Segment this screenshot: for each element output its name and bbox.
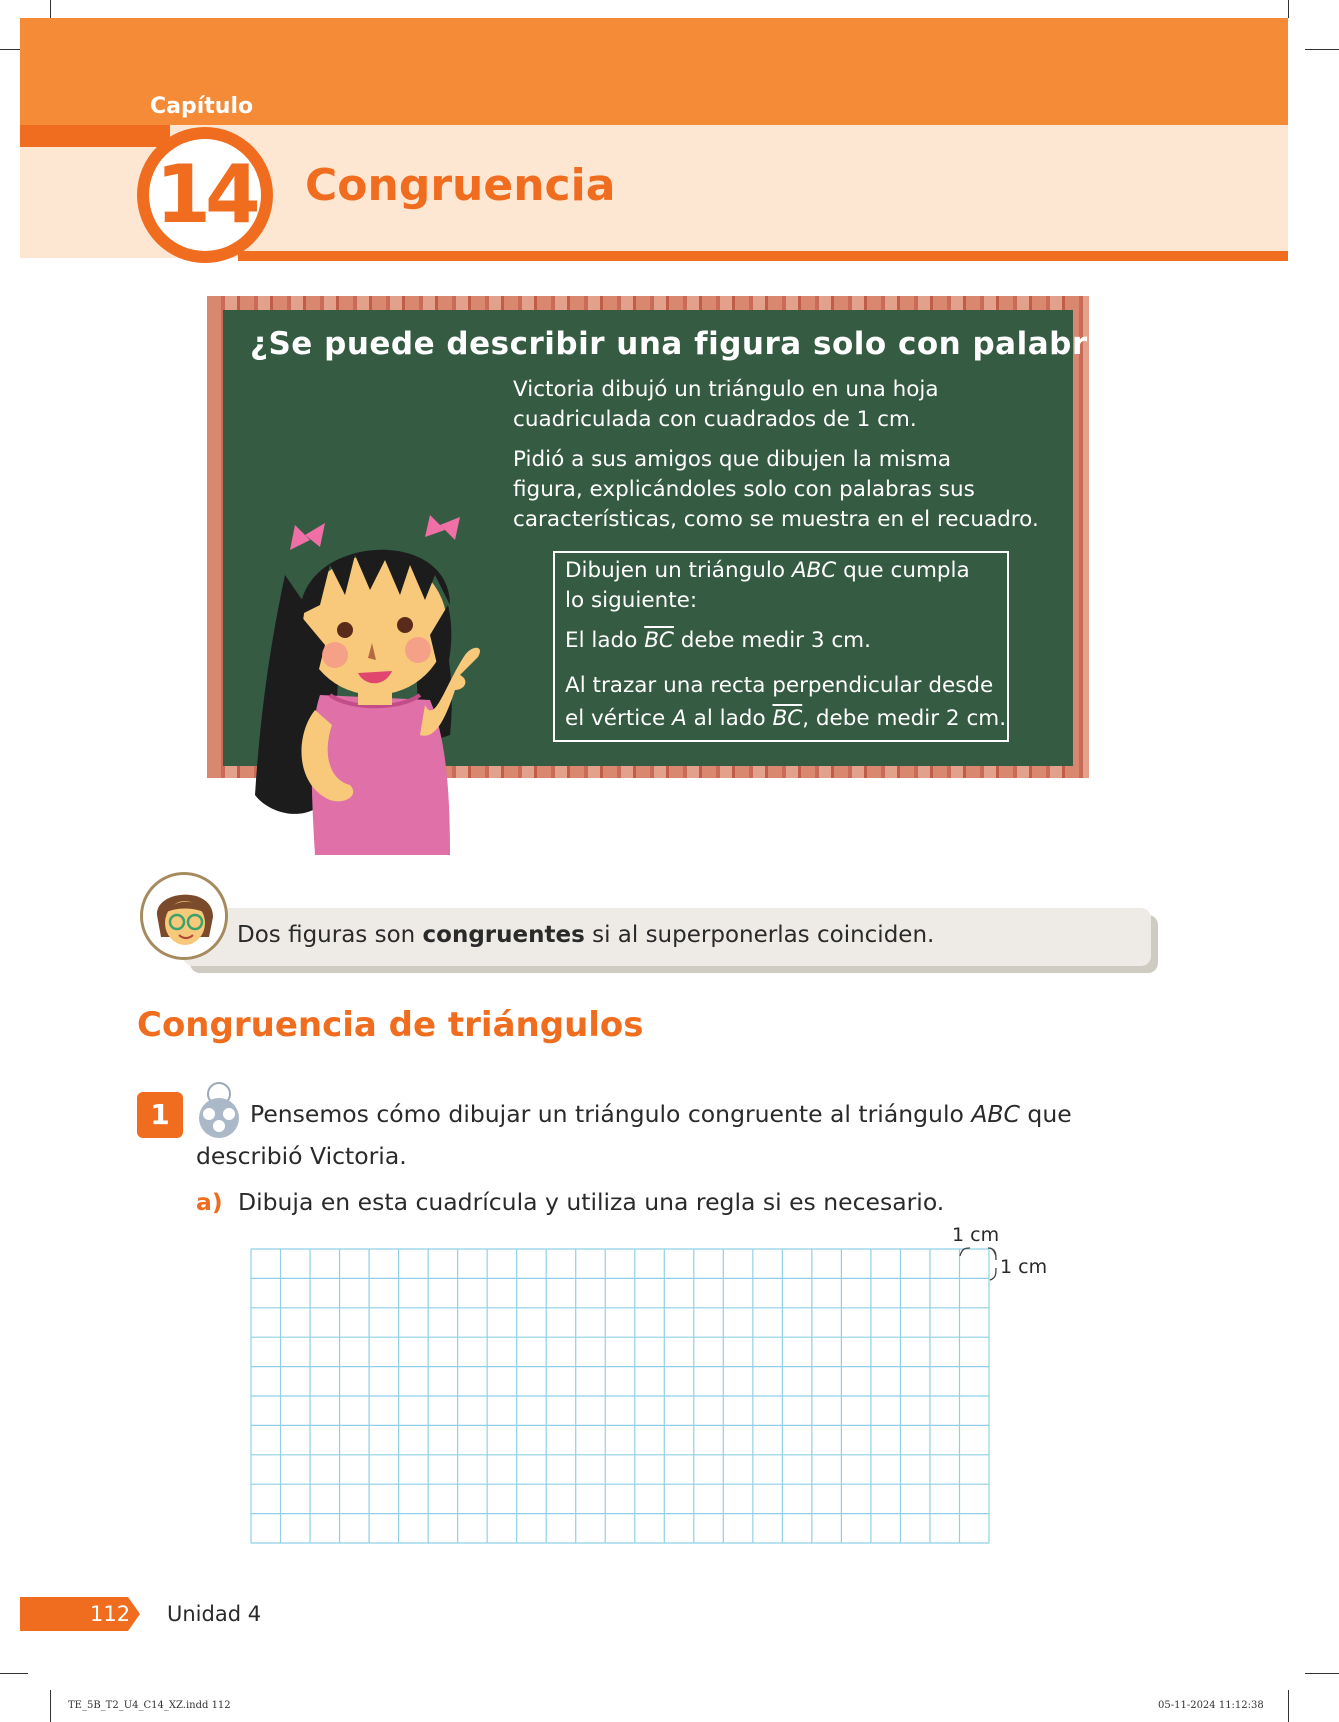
page-number: 112 [90,1602,131,1626]
subtask-letter: a) [196,1188,223,1216]
crop-mark [1305,1673,1339,1674]
chapter-title: Congruencia [305,160,616,211]
crop-mark [50,0,51,18]
timestamp-slug: 05-11-2024 11:12:38 [1158,1700,1264,1711]
definition-term: congruentes [422,922,585,948]
teacher-avatar [140,872,228,960]
crop-mark [1288,0,1289,18]
definition-text: Dos figuras son congruentes si al superponerlas coinciden. [237,922,935,948]
crop-mark [50,1690,51,1722]
instruction-line: Al trazar una recta perpendicular desde [565,673,994,698]
instruction-line: Dibujen un triángulo ABC que cumpla [565,558,970,583]
board-paragraph-2-line: Pidió a sus amigos que dibujen la misma [513,447,951,472]
chapter-badge [137,127,273,263]
board-paragraph-1-line: cuadriculada con cuadrados de 1 cm. [513,407,917,432]
scale-brace-vertical [988,1246,1002,1282]
girl-illustration [250,495,530,855]
group-work-icon [194,1082,244,1140]
instruction-line: el vértice A al lado $\overline{BC}$, debe medir 2 cm. [565,706,1007,731]
scale-label-horizontal: 1 cm [952,1224,1000,1246]
unit-label: Unidad 4 [167,1602,262,1626]
drawing-grid[interactable] [250,1248,990,1544]
crop-mark [1288,1690,1289,1722]
task-number-badge: 1 [137,1092,183,1138]
scale-label-vertical: 1 cm [1000,1256,1048,1278]
board-paragraph-2-line: características, como se muestra en el recuadro. [513,507,1039,532]
section-title: Congruencia de triángulos [137,1005,644,1045]
header-rule [238,251,1288,261]
header-strip [20,125,170,147]
file-slug: TE_5B_T2_U4_C14_XZ.indd 112 [68,1700,231,1711]
crop-mark [0,1673,28,1674]
chapter-number: 14 [155,148,255,241]
segment-bc: $\overline{BC}$ [644,628,674,653]
instruction-line: lo siguiente: [565,588,698,613]
instruction-line: El lado $\overline{BC}$ debe medir 3 cm. [565,628,871,653]
chapter-label: Capítulo [150,94,254,119]
segment-bc: $\overline{BC}$ [772,706,803,731]
board-paragraph-2-line: figura, explicándoles solo con palabras sus [513,477,975,502]
task-statement-line2: describió Victoria. [196,1142,407,1170]
subtask-text: Dibuja en esta cuadrícula y utiliza una regla si es necesario. [238,1188,945,1216]
task-statement: Pensemos cómo dibujar un triángulo congruente al triángulo ABC que [250,1100,1072,1128]
board-paragraph-1-line: Victoria dibujó un triángulo en una hoja [513,377,939,402]
teacher-face-icon [143,875,225,957]
crop-mark [1305,49,1339,50]
board-question: ¿Se puede describir una figura solo con palabras? [250,326,1147,362]
